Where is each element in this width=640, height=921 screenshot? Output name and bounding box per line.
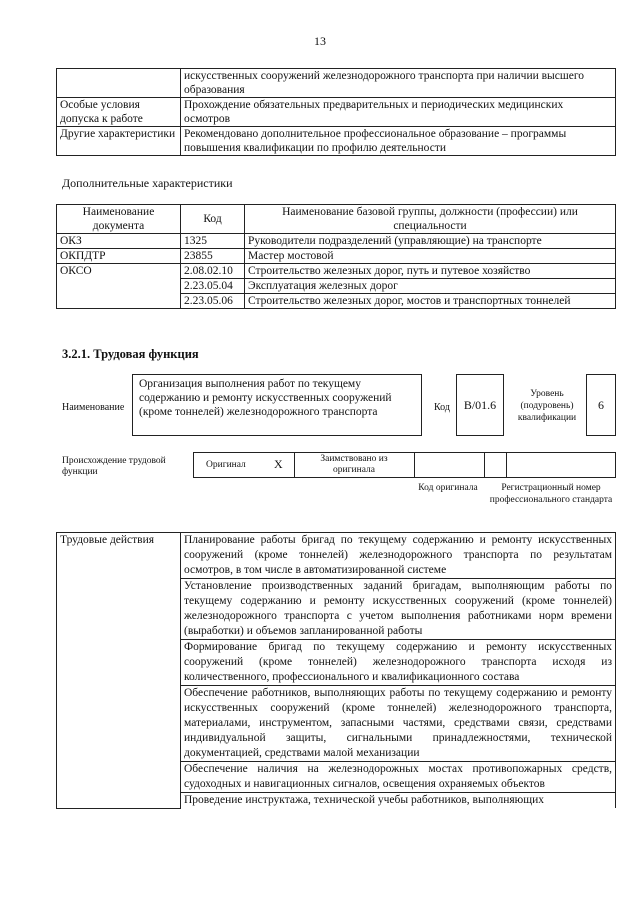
cell-code: 2.08.02.10 bbox=[181, 264, 245, 279]
table-row bbox=[57, 127, 616, 156]
cell-code: 23855 bbox=[181, 249, 245, 264]
cell-name: Эксплуатация железных дорог bbox=[245, 279, 616, 294]
cell-name: Мастер мостовой bbox=[245, 249, 616, 264]
cell-doc: ОКПДТР bbox=[57, 249, 181, 264]
action-item: Формирование бригад по текущему содержанию и ремонту искусственных сооружений (кроме тоннелей) железнодорожного транспорта исходя из количественного, профессионального и квалификационного состава bbox=[181, 640, 616, 686]
divider bbox=[294, 452, 295, 478]
cell-code: 2.23.05.04 bbox=[181, 279, 245, 294]
row-value: искусственных сооружений железнодорожного транспорта при наличии высшего образования bbox=[181, 69, 616, 98]
function-name: Организация выполнения работ по текущему содержанию и ремонту искусственных сооружений (кроме тоннелей) железнодорожного транспорта bbox=[132, 374, 422, 436]
cell-name: Строительство железных дорог, путь и путевое хозяйство bbox=[245, 264, 616, 279]
header-doc: Наименование документа bbox=[57, 205, 181, 234]
cell-name: Строительство железных дорог, мостов и транспортных тоннелей bbox=[245, 294, 616, 309]
header-name: Наименование базовой группы, должности (профессии) или специальности bbox=[245, 205, 616, 234]
actions-table bbox=[56, 532, 616, 809]
reg-caption: Регистрационный номер профессионального стандарта bbox=[489, 483, 613, 505]
action-item: Планирование работы бригад по текущему содержанию и ремонту искусственных сооружений (кроме тоннелей) железнодорожного транспорта по результатам осмотров, в том числе в автоматизированной системе bbox=[181, 533, 616, 579]
row-value: Рекомендовано дополнительное профессиональное образование – программы повышения квалификации по профилю деятельности bbox=[181, 127, 616, 156]
page-number: 13 bbox=[314, 34, 326, 48]
actions-label: Трудовые действия bbox=[57, 533, 181, 809]
cell-doc: ОКЗ bbox=[57, 234, 181, 249]
action-item: Проведение инструктажа, технической учебы работников, выполняющих bbox=[181, 793, 616, 809]
header-code: Код bbox=[181, 205, 245, 234]
action-item: Установление производственных заданий бригадам, выполняющим работы по текущему содержанию и ремонту искусственных сооружений (кроме тоннелей) железнодорожного транспорта с учетом выполнения работниками норм времени (выработки) и объемов запланированной работы bbox=[181, 579, 616, 640]
borrowed-label: Заимствовано из оригинала bbox=[320, 454, 388, 475]
function-code: B/01.6 bbox=[456, 374, 504, 436]
original-label: Оригинал bbox=[206, 460, 246, 470]
level-label: Уровень (подуровень) квалификации bbox=[517, 389, 577, 423]
table-header-row bbox=[57, 205, 616, 234]
row-label bbox=[57, 69, 181, 98]
code-label: Код bbox=[434, 402, 450, 413]
row-value: Прохождение обязательных предварительных и периодических медицинских осмотров bbox=[181, 98, 616, 127]
table-row bbox=[57, 69, 616, 98]
row-label: Другие характеристики bbox=[57, 127, 181, 156]
additional-table bbox=[56, 204, 616, 309]
section-title: 3.2.1. Трудовая функция bbox=[62, 347, 199, 361]
divider bbox=[414, 452, 415, 478]
table-row bbox=[57, 264, 616, 279]
code-caption: Код оригинала bbox=[418, 483, 478, 493]
cell-name: Руководители подразделений (управляющие) на транспорте bbox=[245, 234, 616, 249]
original-mark: X bbox=[274, 457, 283, 471]
table-row bbox=[57, 249, 616, 264]
level-value: 6 bbox=[586, 374, 616, 436]
cell-code: 1325 bbox=[181, 234, 245, 249]
table-row bbox=[57, 533, 616, 579]
action-item: Обеспечение работников, выполняющих работы по текущему содержанию и ремонту искусственных сооружений (кроме тоннелей) железнодорожного транспорта, материалами, инструментом, запасными частями, средствами связи, средствами индивидуальной защиты, сигнальными принадлежностями, технической документацией, средствами малой механизации bbox=[181, 686, 616, 762]
name-label: Наименование bbox=[62, 402, 125, 413]
table-row bbox=[57, 234, 616, 249]
cell-code: 2.23.05.06 bbox=[181, 294, 245, 309]
reg-number-box bbox=[483, 452, 616, 478]
row-label: Особые условия допуска к работе bbox=[57, 98, 181, 127]
origin-box bbox=[193, 452, 507, 478]
cell-doc: ОКСО bbox=[57, 264, 181, 309]
action-item: Обеспечение наличия на железнодорожных мостах противопожарных средств, судоходных и навигационных сигналов, освещения охраняемых объектов bbox=[181, 762, 616, 793]
table-row bbox=[57, 98, 616, 127]
top-table bbox=[56, 68, 616, 156]
origin-label: Происхождение трудовой функции bbox=[62, 456, 166, 477]
additional-title: Дополнительные характеристики bbox=[62, 176, 233, 190]
